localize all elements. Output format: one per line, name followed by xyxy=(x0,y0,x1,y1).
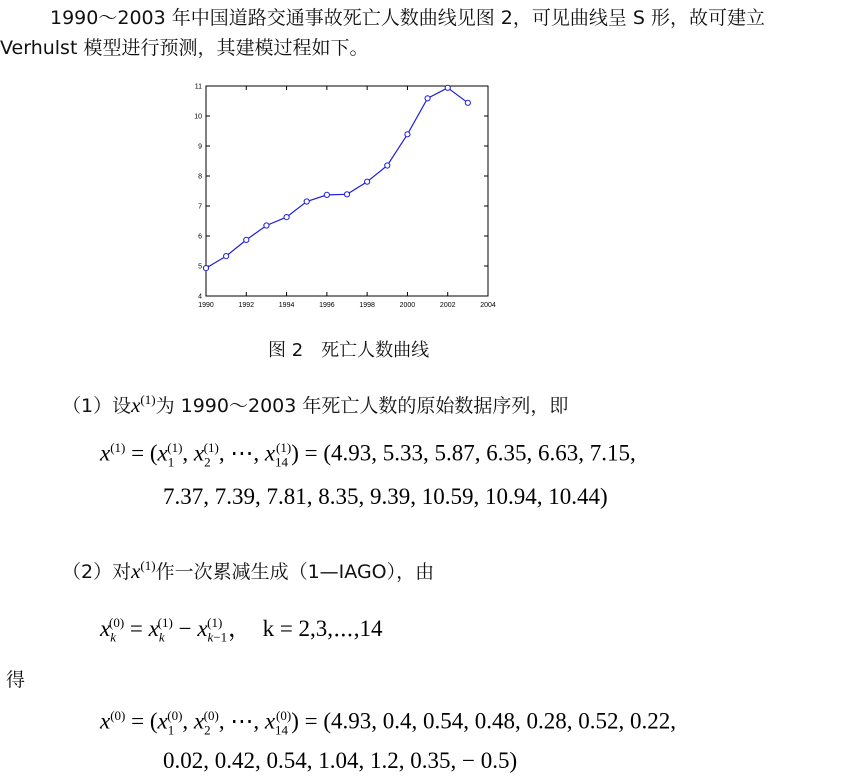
y-tick-label: 9 xyxy=(198,143,202,151)
step-1-text: （1）设$x^{(1)}$为 1990～2003 年死亡人数的原始数据序列，即 xyxy=(62,392,569,417)
data-point xyxy=(425,96,430,101)
data-point xyxy=(264,223,269,228)
step-2-text: （2）对$x^{(1)}$作一次累减生成（1—IAGO），由 xyxy=(62,558,435,583)
eq3-values-line-1: = (4.93, 0.4, 0.54, 0.48, 0.28, 0.52, 0.22, xyxy=(304,708,677,734)
x-tick-label: 1994 xyxy=(278,302,295,309)
plot-frame xyxy=(206,86,488,296)
k-range: k = 2,3,⋯,14 xyxy=(262,616,383,641)
equation-x0: $x^{(0)} = (x_1^{(0)}$, $x_2^{(0)}$, ⋯, $x_{14}^{(0)}) = (4.93$, 0.4, 0.54, 0.48, 0.28, 0.52, 0.22, xyxy=(100,708,677,738)
data-point xyxy=(344,192,349,197)
data-point xyxy=(244,237,249,242)
eq1-values-line-2: 7.37, 7.39, 7.81, 8.35, 9.39, 10.59, 10.94, 10.44) xyxy=(163,484,608,509)
figure-caption: 图 2 死亡人数曲线 xyxy=(268,340,430,361)
y-tick-label: 5 xyxy=(198,263,202,271)
data-point xyxy=(445,85,450,90)
intro-line-2: Verhulst 模型进行预测，其建模过程如下。 xyxy=(0,37,369,59)
eq1-values-line-1: = (4.93, 5.33, 5.87, 6.35, 6.63, 7.15, xyxy=(304,440,636,466)
x-tick-label: 1996 xyxy=(319,302,335,309)
data-point xyxy=(465,100,470,105)
data-point xyxy=(284,215,289,220)
data-point xyxy=(224,254,229,259)
data-point xyxy=(385,163,390,168)
x-tick-label: 2004 xyxy=(480,302,496,309)
eq3-values-line-2: 0.02, 0.42, 0.54, 1.04, 1.2, 0.35, − 0.5) xyxy=(163,748,518,773)
death-count-chart xyxy=(178,78,508,318)
data-point xyxy=(324,192,329,197)
x-tick-label: 2002 xyxy=(439,302,456,309)
de-label: 得 xyxy=(6,669,26,691)
chart-svg xyxy=(178,78,508,318)
x-tick-label: 1990 xyxy=(198,302,214,309)
x-tick-label: 2000 xyxy=(399,302,416,309)
data-point xyxy=(365,179,370,184)
equation-iago: $x_k^{(0)} = x_k^{(1)} - x_{k-1}^{(1)}$ ， k = 2,3,⋯,14 xyxy=(100,615,383,645)
x-tick-label: 1992 xyxy=(238,302,255,309)
y-tick-label: 4 xyxy=(198,293,202,301)
y-tick-label: 10 xyxy=(194,113,202,121)
equation-x1: $x^{(1)} = (x_1^{(1)}$, $x_2^{(1)}$, ⋯, $x_{14}^{(1)}) = (4.93$, 5.33, 5.87, 6.35, 6.63, 7.15, xyxy=(100,440,636,470)
data-point xyxy=(304,199,309,204)
y-tick-label: 8 xyxy=(198,173,202,181)
data-point xyxy=(405,132,410,137)
y-tick-label: 11 xyxy=(194,83,202,91)
x-tick-label: 1998 xyxy=(359,302,375,309)
y-tick-label: 6 xyxy=(198,233,202,241)
data-point xyxy=(203,266,208,271)
y-tick-label: 7 xyxy=(198,203,202,211)
intro-line-1: 1990～2003 年中国道路交通事故死亡人数曲线见图 2，可见曲线呈 S 形，故可建立 xyxy=(50,7,766,29)
